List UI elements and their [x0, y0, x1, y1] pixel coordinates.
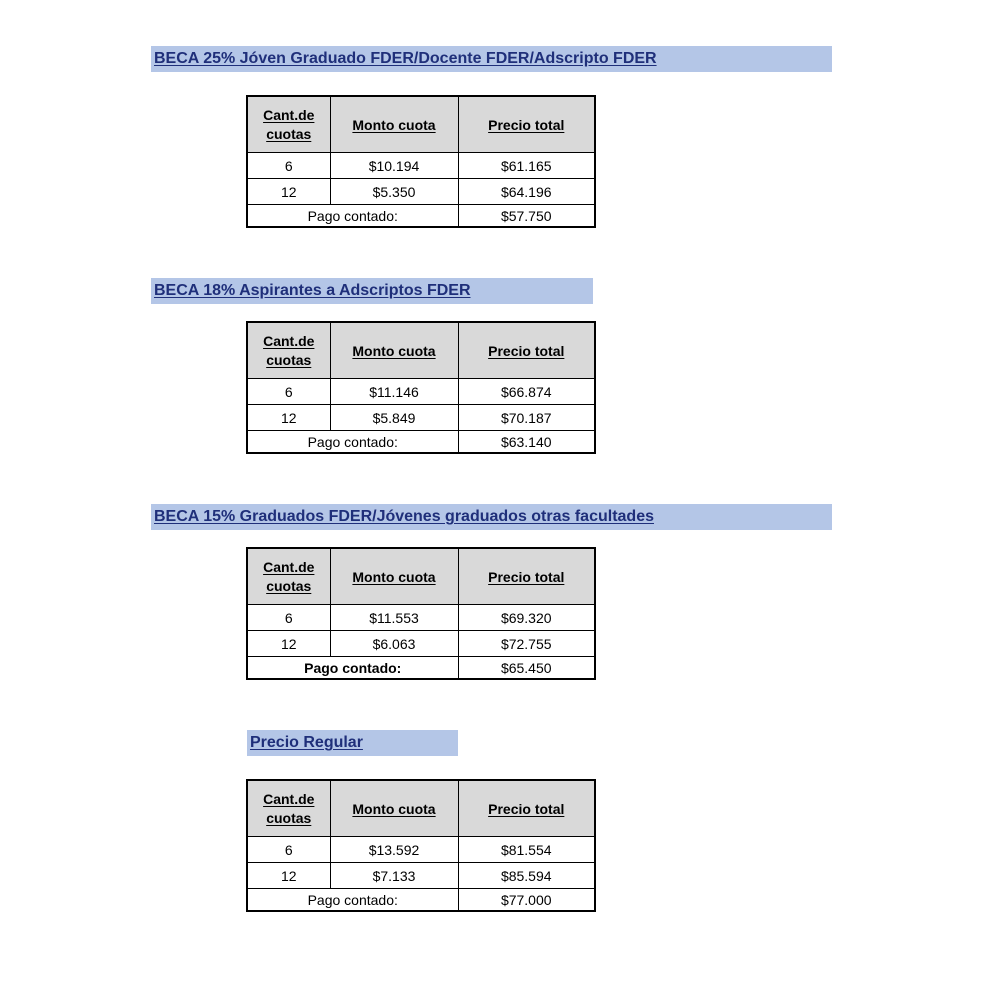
cash-label: Pago contado: — [247, 657, 458, 680]
section-title-beca-25 — [151, 46, 832, 72]
header-cant-cuotas: Cant.de cuotas — [247, 96, 330, 153]
table-header-row — [247, 780, 595, 837]
price-table-beca-18 — [246, 321, 596, 454]
cell-total: $81.554 — [458, 837, 595, 863]
section-title-text: Precio Regular — [250, 734, 363, 751]
table-header-row — [247, 548, 595, 605]
cell-monto: $6.063 — [330, 631, 458, 657]
header-monto-cuota: Monto cuota — [330, 322, 458, 379]
cash-total: $65.450 — [458, 657, 595, 680]
cell-total: $69.320 — [458, 605, 595, 631]
price-table-beca-25 — [246, 95, 596, 228]
cash-total: $57.750 — [458, 205, 595, 228]
cell-cuotas: 12 — [247, 405, 330, 431]
cell-cuotas: 12 — [247, 631, 330, 657]
cell-monto: $11.553 — [330, 605, 458, 631]
cell-monto: $13.592 — [330, 837, 458, 863]
cell-total: $70.187 — [458, 405, 595, 431]
header-monto-cuota: Monto cuota — [330, 548, 458, 605]
header-monto-cuota: Monto cuota — [330, 780, 458, 837]
cell-monto: $7.133 — [330, 863, 458, 889]
cash-total: $77.000 — [458, 889, 595, 912]
header-precio-total: Precio total — [458, 548, 595, 605]
table-row — [247, 605, 595, 631]
cell-cuotas: 6 — [247, 605, 330, 631]
header-cant-cuotas: Cant.de cuotas — [247, 322, 330, 379]
cell-cuotas: 6 — [247, 379, 330, 405]
cash-payment-row — [247, 205, 595, 228]
cash-label: Pago contado: — [247, 889, 458, 912]
cell-cuotas: 12 — [247, 179, 330, 205]
section-title-text: BECA 15% Graduados FDER/Jóvenes graduados otras facultades — [154, 508, 654, 525]
cash-label: Pago contado: — [247, 205, 458, 228]
cell-cuotas: 12 — [247, 863, 330, 889]
section-title-text: BECA 18% Aspirantes a Adscriptos FDER — [154, 282, 471, 299]
cash-payment-row — [247, 431, 595, 454]
header-precio-total: Precio total — [458, 96, 595, 153]
cell-monto: $11.146 — [330, 379, 458, 405]
cell-monto: $10.194 — [330, 153, 458, 179]
section-title-precio-regular — [247, 730, 458, 756]
table-row — [247, 179, 595, 205]
price-table-precio-regular — [246, 779, 596, 912]
cell-cuotas: 6 — [247, 153, 330, 179]
header-monto-cuota: Monto cuota — [330, 96, 458, 153]
price-table-beca-15 — [246, 547, 596, 680]
table-row — [247, 837, 595, 863]
table-row — [247, 379, 595, 405]
section-title-beca-15 — [151, 504, 832, 530]
section-title-beca-18 — [151, 278, 593, 304]
cash-label: Pago contado: — [247, 431, 458, 454]
cell-total: $61.165 — [458, 153, 595, 179]
header-cant-cuotas: Cant.de cuotas — [247, 780, 330, 837]
table-row — [247, 863, 595, 889]
table-header-row — [247, 322, 595, 379]
table-row — [247, 631, 595, 657]
header-precio-total: Precio total — [458, 780, 595, 837]
section-title-text: BECA 25% Jóven Graduado FDER/Docente FDER/Adscripto FDER — [154, 50, 657, 67]
cash-total: $63.140 — [458, 431, 595, 454]
table-row — [247, 153, 595, 179]
table-header-row — [247, 96, 595, 153]
cell-monto: $5.350 — [330, 179, 458, 205]
cell-total: $64.196 — [458, 179, 595, 205]
cell-total: $85.594 — [458, 863, 595, 889]
cash-payment-row — [247, 657, 595, 680]
table-row — [247, 405, 595, 431]
cell-total: $72.755 — [458, 631, 595, 657]
cell-cuotas: 6 — [247, 837, 330, 863]
header-cant-cuotas: Cant.de cuotas — [247, 548, 330, 605]
cell-monto: $5.849 — [330, 405, 458, 431]
cash-payment-row — [247, 889, 595, 912]
cell-total: $66.874 — [458, 379, 595, 405]
header-precio-total: Precio total — [458, 322, 595, 379]
